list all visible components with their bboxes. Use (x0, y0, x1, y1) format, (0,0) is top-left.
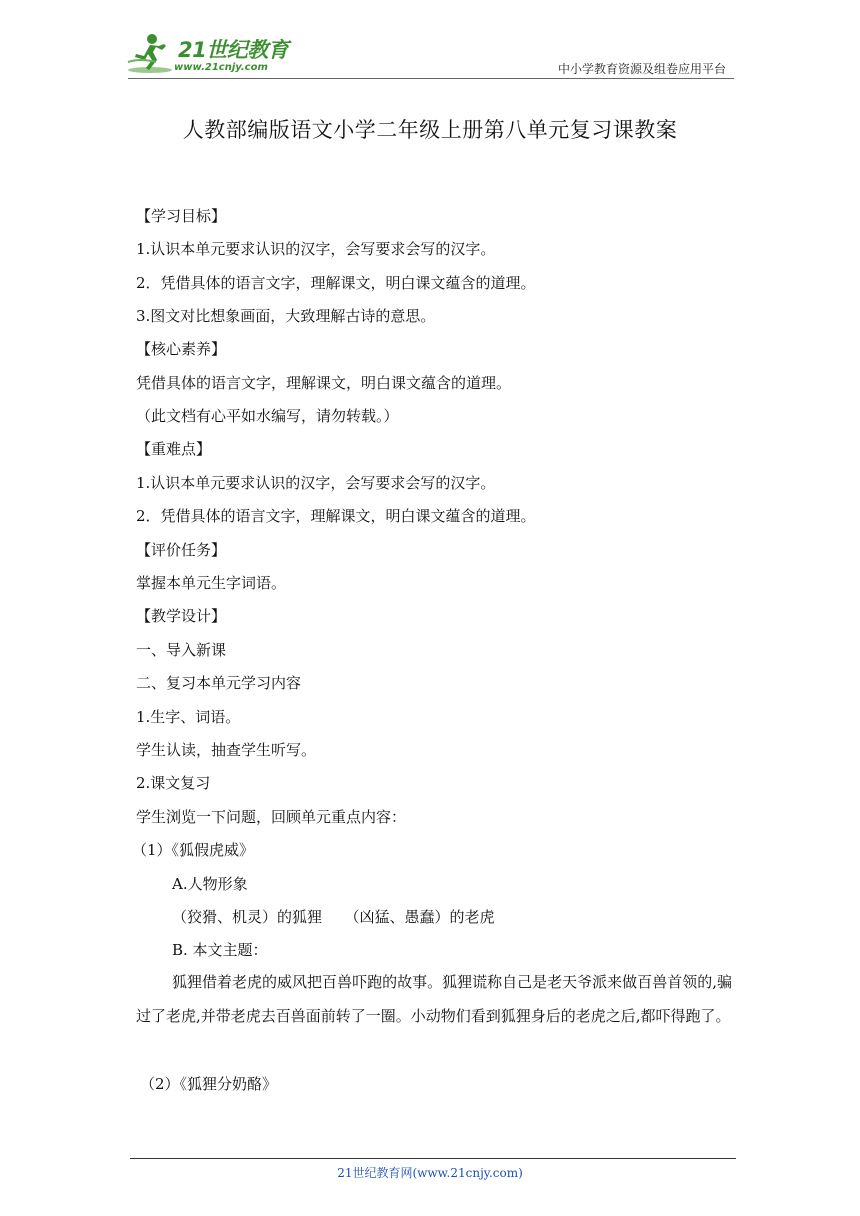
section-heading-key-points: 【重难点】 (136, 440, 212, 458)
evaluation-text: 掌握本单元生字词语。 (136, 574, 287, 592)
header-divider (128, 78, 734, 79)
logo-url: www.21cnjy.com (174, 62, 268, 73)
logo-text: 21世纪教育 (178, 38, 289, 62)
page-header (0, 0, 860, 90)
footer-link[interactable]: 21世纪教育网(www.21cnjy.com) (337, 1166, 523, 1180)
platform-label: 中小学教育资源及组卷应用平台 (557, 62, 726, 76)
goal-item-2: 2．凭借具体的语言文字，理解课文，明白课文蕴含的道理。 (136, 274, 536, 292)
step-1: 一、导入新课 (136, 641, 227, 659)
substep-1-text: 学生认读，抽查学生听写。 (136, 741, 317, 759)
goal-item-1: 1.认识本单元要求认识的汉字，会写要求会写的汉字。 (136, 240, 496, 258)
runner-logo-icon (126, 32, 178, 76)
key-point-1: 1.认识本单元要求认识的汉字，会写要求会写的汉字。 (136, 474, 496, 492)
substep-2: 2.课文复习 (136, 774, 211, 792)
goal-item-3: 3.图文对比想象画面，大致理解古诗的意思。 (136, 307, 436, 325)
lesson-1-title: （1）《狐假虎威》 (132, 841, 255, 859)
lesson-1-part-a: A.人物形象 (172, 875, 248, 893)
key-point-2: 2．凭借具体的语言文字，理解课文，明白课文蕴含的道理。 (136, 507, 536, 525)
substep-1: 1.生字、词语。 (136, 708, 241, 726)
lesson-1-theme-paragraph: 狐狸借着老虎的威风把百兽吓跑的故事。狐狸谎称自己是老天爷派来做百兽首领的,骗过了老虎,并带老虎去百兽面前转了一圈。小动物们看到狐狸身后的老虎之后,都吓得跑了。 (136, 973, 732, 1025)
lesson-2-title: （2）《狐狸分奶酪》 (140, 1075, 278, 1093)
core-text: 凭借具体的语言文字，理解课文，明白课文蕴含的道理。 (136, 374, 512, 392)
copyright-note: （此文档有心平如水编写，请勿转载。） (136, 407, 399, 425)
lesson-1-characters: （狡猾、机灵）的狐狸 （凶猛、愚蠢）的老虎 (172, 908, 495, 926)
section-heading-evaluation: 【评价任务】 (136, 541, 227, 559)
substep-2-text: 学生浏览一下问题，回顾单元重点内容： (136, 808, 407, 826)
section-heading-design: 【教学设计】 (136, 607, 227, 625)
footer-divider (130, 1158, 736, 1159)
lesson-1-part-b: B. 本文主题： (172, 941, 268, 959)
document-title: 人教部编版语文小学二年级上册第八单元复习课教案 (182, 118, 678, 142)
section-heading-goals: 【学习目标】 (136, 207, 227, 225)
site-logo (126, 32, 296, 78)
step-2: 二、复习本单元学习内容 (136, 674, 302, 692)
section-heading-core: 【核心素养】 (136, 340, 227, 358)
